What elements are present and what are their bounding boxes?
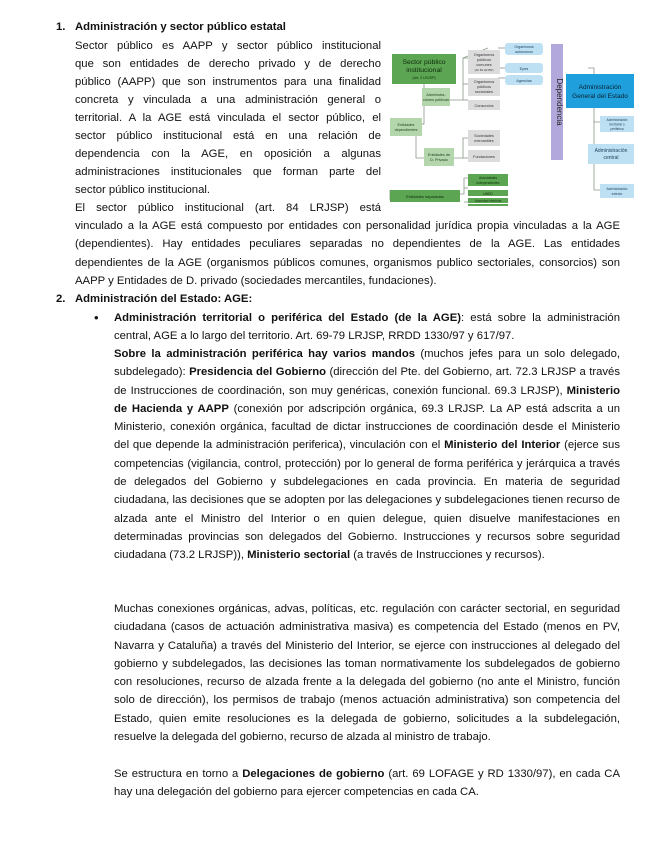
txt-terr-2: territorial o — [609, 122, 625, 127]
txt-terr-3: periférica — [610, 127, 624, 131]
s1-line-4: concreta y vinculada a una administración general o — [75, 94, 381, 106]
txt-soc-1: Sociedades — [474, 134, 494, 138]
s1-line-7: dependencia con la AGE, en oposición a algunas — [75, 148, 381, 160]
txt-aapp-2: ciones públicas — [423, 98, 449, 102]
box-ent-priv — [424, 148, 454, 166]
s2-p4-bold-1: Delegaciones de gobierno — [242, 768, 385, 780]
txt-opsect-2: públicos — [477, 85, 491, 89]
txt-central-2: central — [603, 155, 619, 161]
s2-p1-bold: Administración territorial o periférica del Estado (de la AGE) — [114, 312, 461, 324]
section-1-number: 1. — [56, 21, 66, 33]
s2-paragraph-1 — [114, 309, 620, 346]
txt-ent-dep-1: Entidades — [397, 123, 415, 127]
section-2-number: 2. — [56, 293, 66, 305]
s2-p2-bold-5: Ministerio sectorial — [247, 549, 351, 562]
s1-line-8: administraciones institucionales que forman parte del — [75, 166, 381, 178]
s2-p2-text-1: (muchos jefes para un solo delegado, subdelegado): — [114, 348, 620, 379]
s2-p2-text-5: (a través de Instrucciones y recursos). — [350, 549, 545, 562]
s1-line-10: El sector público institucional (art. 84 LRJSP) está — [75, 202, 381, 214]
txt-ent-sep: Entidades separadas — [406, 194, 444, 199]
txt-ent-priv-2: D. Privado — [430, 158, 448, 162]
txt-opc-sub: (Art 84 LRJSP) — [474, 68, 494, 72]
txt-age-2: General del Estado — [572, 93, 628, 100]
txt-auto-indep-1: Autoridades — [478, 176, 498, 180]
txt-central-1: Administración — [594, 148, 628, 154]
txt-opsect-1: Organismos — [473, 80, 495, 84]
txt-autonomos-1: Organismos — [514, 45, 534, 49]
txt-aapp-1: Administra- — [426, 93, 446, 97]
txt-terr-1: Administración — [606, 118, 628, 122]
txt-epes: Epes — [519, 67, 529, 71]
txt-sector-title-2: institucional — [406, 67, 442, 74]
txt-dependencia: Dependencia — [555, 78, 564, 126]
box-aapp — [422, 88, 450, 106]
txt-agencias: Agencias — [516, 79, 532, 83]
txt-age-1: Administración — [578, 84, 622, 91]
txt-exterior-2: exterior — [611, 192, 623, 196]
txt-fund: Fundaciones — [473, 155, 495, 159]
s2-paragraph-4 — [114, 765, 620, 802]
txt-soc-2: mercantiles — [474, 139, 494, 143]
txt-autonomos-2: autónomos — [515, 50, 533, 54]
box-ent-dep — [390, 118, 422, 136]
txt-auto-indep-2: independientes — [476, 181, 500, 185]
sector-publico-diagram — [388, 40, 636, 206]
txt-exterior-1: Administración — [606, 187, 628, 191]
s2-p2-text-2: (dirección del Pte. del Gobierno, art. 72.3 LRJSP a través de Instrucciones de coordinación, son muy genéricas, conexión funcional. 69.3 LRJSP), — [114, 366, 620, 397]
s1-line-6: sector público institucional está en una relación de — [75, 130, 381, 142]
txt-consorcios: Consorcios — [474, 104, 494, 108]
s2-p2-text-3: (conexión por adscripción orgánica, 69.3 LRJSP. La AP está adscrita a un Ministerio, conexión orgánica, facultad de dictar instrucciones de coordinación desde el Ministerio del que depende la administración periferica), vinculación con el — [114, 402, 620, 452]
s1-line-5: territorial. A la AGE está vinculada el sector público, el — [75, 112, 381, 124]
box-age — [566, 74, 634, 108]
txt-opsect-3: sectoriales — [474, 90, 494, 94]
section-2-title: Administración del Estado: AGE: — [75, 293, 253, 305]
s1-line-9: sector público institucional. — [75, 184, 211, 196]
s2-p2-bold-3: Ministerio de Hacienda y AAPP — [114, 384, 620, 415]
section-1-wide-text: vinculado a la AGE está compuesto por entidades con personalidad jurídica propia vinculadas a la AGE (dependientes). Hay entidades peculiares separadas no dependientes de la AGE. Las entidades dependientes de la AGE (organismos públicos comunes, organismos publico sectoriales, consorcios) son AAPP y Entidades de D. privado (sociedades mercantiles, fundaciones). — [75, 220, 620, 287]
txt-ent-dep-2: dependientes — [394, 128, 418, 132]
box-soc — [468, 130, 500, 146]
txt-sector-title-1: Sector público — [402, 59, 446, 66]
s1-line-2: que son entidades de derecho privado y de derecho — [75, 58, 381, 70]
bullet-icon: • — [94, 310, 99, 325]
txt-electoral: Autoridad electoral — [474, 199, 502, 203]
txt-opc-2: públicos — [477, 58, 491, 62]
txt-opc-1: Organismos — [473, 53, 495, 57]
section-1-title: Administración y sector público estatal — [75, 21, 286, 33]
s2-p4-text-1: Se estructura en torno a — [114, 768, 243, 780]
box-central — [588, 144, 634, 164]
txt-uned: UNED — [483, 192, 493, 196]
s2-p2-bold-2: Presidencia del Gobierno — [189, 366, 327, 379]
s2-p2-bold-4: Ministerio del Interior — [444, 439, 561, 452]
s1-line-3: público (AAPP) que son instrumentos para una finalidad — [75, 76, 381, 88]
s1-line-1: Sector público es AAPP y sector público institucional — [75, 40, 381, 52]
txt-opc-3: comunes — [476, 63, 492, 67]
s2-paragraph-3: Muchas conexiones orgánicas, advas, políticas, etc. regulación con carácter sectorial, en seguridad ciudadana (casos de actuación administrativa masiva) es competencia del Estado (menos en PV, Navarra y Cataluña) a través del Ministerio del Interior, se ejerce con instrucciones al delegado del gobierno y subdelegados, las decisiones las toman normativamente los subdelegados de gobierno con resoluciones, recurso de alzada frente a la delegada del gobierno (no ante el Ministro, función solo de dirección), los permisos de trabajo (menos actuación administrativa) son competencia del Estado, quien emite resoluciones es la delegada de gobierno, solicitudes a la subdelegación, resuelve la delegada del gobierno, recurso de alzada al ministro de trabajo. — [114, 603, 620, 744]
txt-sector-sub: (Art. 2 LRJSP) — [412, 76, 436, 80]
s2-paragraph-2 — [114, 345, 620, 565]
box-crisis — [468, 204, 508, 206]
s2-p2-bold-1: Sobre la administración periférica hay varios mandos — [114, 348, 415, 360]
txt-ent-priv-1: Entidades de — [427, 153, 451, 157]
s2-p4-text-2: (art. 69 LOFAGE y RD 1330/97), en cada CA hay una delegación del gobierno para ejercer competencias en cada CA. — [114, 768, 620, 799]
s2-p1-text: : está sobre la administración central, AGE a lo largo del territorio. Art. 69-79 LRJSP, RRDD 1330/97 y 617/97. — [114, 312, 620, 343]
s2-p2-text-4: (ejerce sus competencias (vigilancia, control, protección) por lo general de forma periférica y jerárquica a través de delegados del Gobierno y subdelegaciones en cada provincia. En materia de seguridad ciudadana, las decisiones que se adopten por las delegaciones y subdelegaciones tienen recurso de alzada ante el Ministro del Interior o en quien delegue, quien disuelve manifestaciones en determinadas provincias son delegados del Gobierno. Instrucciones y recursos sobre seguridad ciudadana (73.2 LRJSP)), — [114, 439, 620, 562]
